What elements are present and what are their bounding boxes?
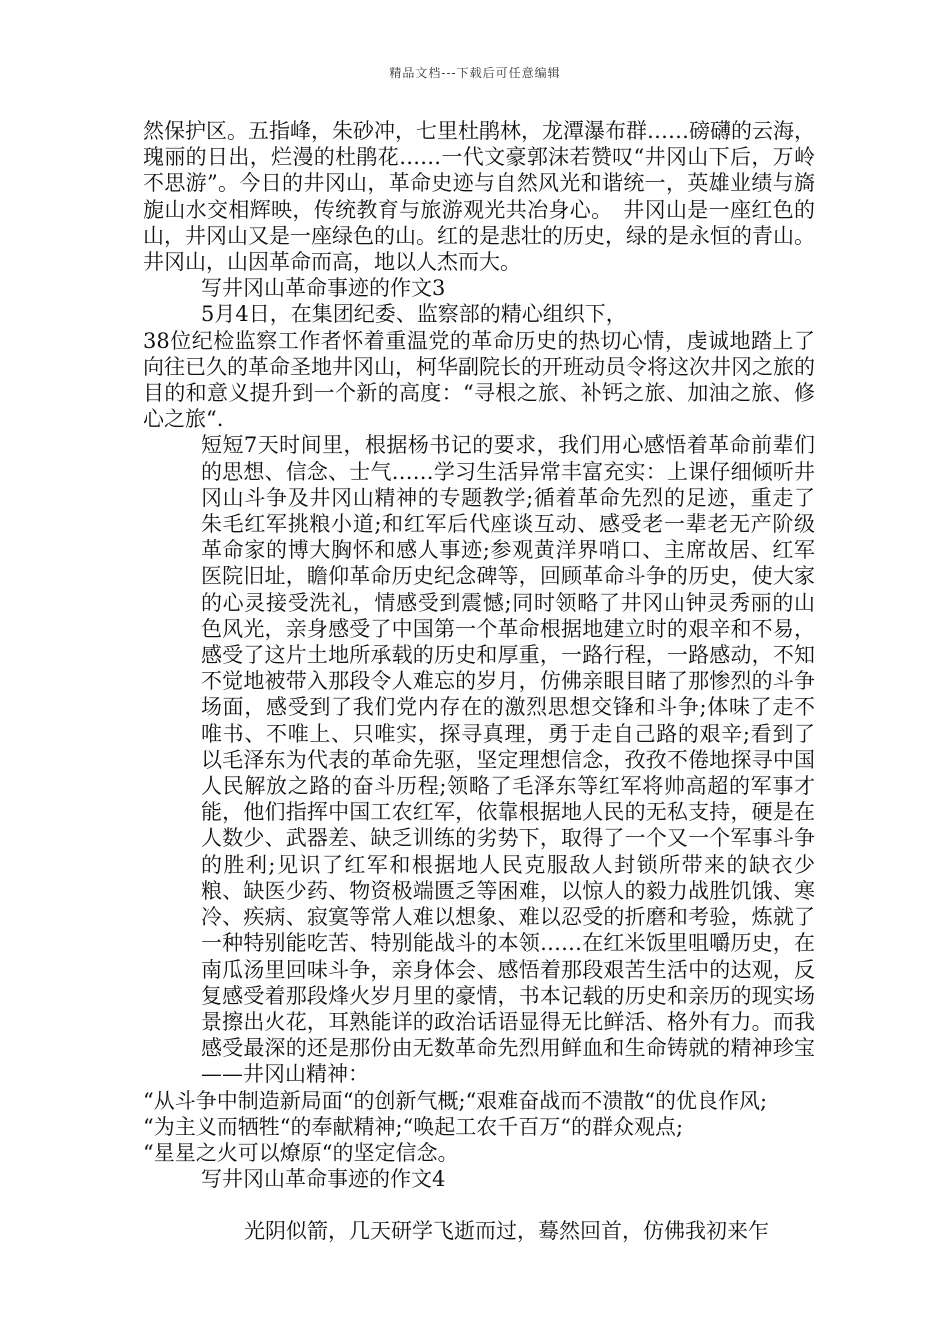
- quote-line-1: “从斗争中制造新局面“的创新气概;“艰难奋战而不溃散“的优良作风;: [143, 1088, 768, 1113]
- document-body: [143, 118, 815, 1245]
- essay-title-3: 写井冈山革命事迹的作文3: [201, 276, 446, 301]
- quote-line-3: “星星之火可以燎原“的坚定信念。: [143, 1140, 459, 1165]
- quote-line-2: “为主义而牺牲“的奉献精神;“唤起工农千百万“的群众观点;: [143, 1114, 684, 1139]
- paragraph-1: 然保护区。五指峰，朱砂冲，七里杜鹃林，龙潭瀑布群……磅礴的云海，瑰丽的日出，烂漫的杜鹃花……一代文豪郭沫若赞叹“井冈山下后，万岭不思游”。今日的井冈山，革命史迹与自然风光和谐统一，英雄业绩与旖旎山水交相辉映，传统教育与旅游观光共冶身心。 井冈山是一座红色的山，井冈山又是一座绿色的山。红的是悲壮的历史，绿的是永恒的青山。井冈山，山因革命而高，地以人杰而大。: [143, 119, 815, 275]
- essay-title-4: 写井冈山革命事迹的作文4: [201, 1167, 446, 1192]
- paragraph-3: 短短7天时间里，根据杨书记的要求，我们用心感悟着革命前辈们的思想、信念、士气……学习生活异常丰富充实：上课仔细倾听井冈山斗争及井冈山精神的专题教学;循着革命先烈的足迹，重走了朱毛红军挑粮小道;和红军后代座谈互动、感受老一辈老无产阶级革命家的博大胸怀和感人事迹;参观黄洋界哨口、主席故居、红军医院旧址，瞻仰革命历史纪念碑等，回顾革命斗争的历史，使大家的心灵接受洗礼，情感受到震憾;同时领略了井冈山钟灵秀丽的山色风光，亲身感受了中国第一个革命根据地建立时的艰辛和不易，感受了这片土地所承载的历史和厚重，一路行程，一路感动，不知不觉地被带入那段令人难忘的岁月，仿佛亲眼目睹了那惨烈的斗争场面，感受到了我们党内存在的激烈思想交锋和斗争;体味了走不唯书、不唯上、只唯实，探寻真理，勇于走自己路的艰辛;看到了以毛泽东为代表的革命先驱，坚定理想信念，孜孜不倦地探寻中国人民解放之路的奋斗历程;领略了毛泽东等红军将帅高超的军事才能，他们指挥中国工农红军，依靠根据地人民的无私支持，硬是在人数少、武器差、缺乏训练的劣势下，取得了一个又一个军事斗争的胜利;见识了红军和根据地人民克服敌人封锁所带来的缺衣少粮、缺医少药、物资极端匮乏等困难，以惊人的毅力战胜饥饿、寒冷、疾病、寂寞等常人难以想象、难以忍受的折磨和考验，炼就了一种特别能吃苦、特别能战斗的本领……在红米饭里咀嚼历史，在南瓜汤里回味斗争，亲身体会、感悟着那段艰苦生活中的达观，反复感受着那段烽火岁月里的豪情，书本记载的历史和亲历的现实场景擦出火花，耳熟能详的政治话语显得无比鲜活、格外有力。而我感受最深的还是那份由无数革命先烈用鲜血和生命铸就的精神珍宝——井冈山精神：: [201, 433, 815, 1087]
- paragraph-4: 光阴似箭，几天研学飞逝而过，蓦然回首，仿佛我初来乍: [244, 1219, 769, 1244]
- page-header: 精品文档---下载后可任意编辑: [389, 66, 561, 80]
- paragraph-2-first-line: 5月4日，在集团纪委、监察部的精心组织下，: [201, 302, 627, 327]
- paragraph-2: 38位纪检监察工作者怀着重温党的革命历史的热切心情，虔诚地踏上了向往已久的革命圣地井冈山，柯华副院长的开班动员令将这次井冈之旅的目的和意义提升到一个新的高度：“寻根之旅、补钙之旅、加油之旅、修心之旅“.: [143, 328, 815, 432]
- blank-line: [143, 1192, 815, 1218]
